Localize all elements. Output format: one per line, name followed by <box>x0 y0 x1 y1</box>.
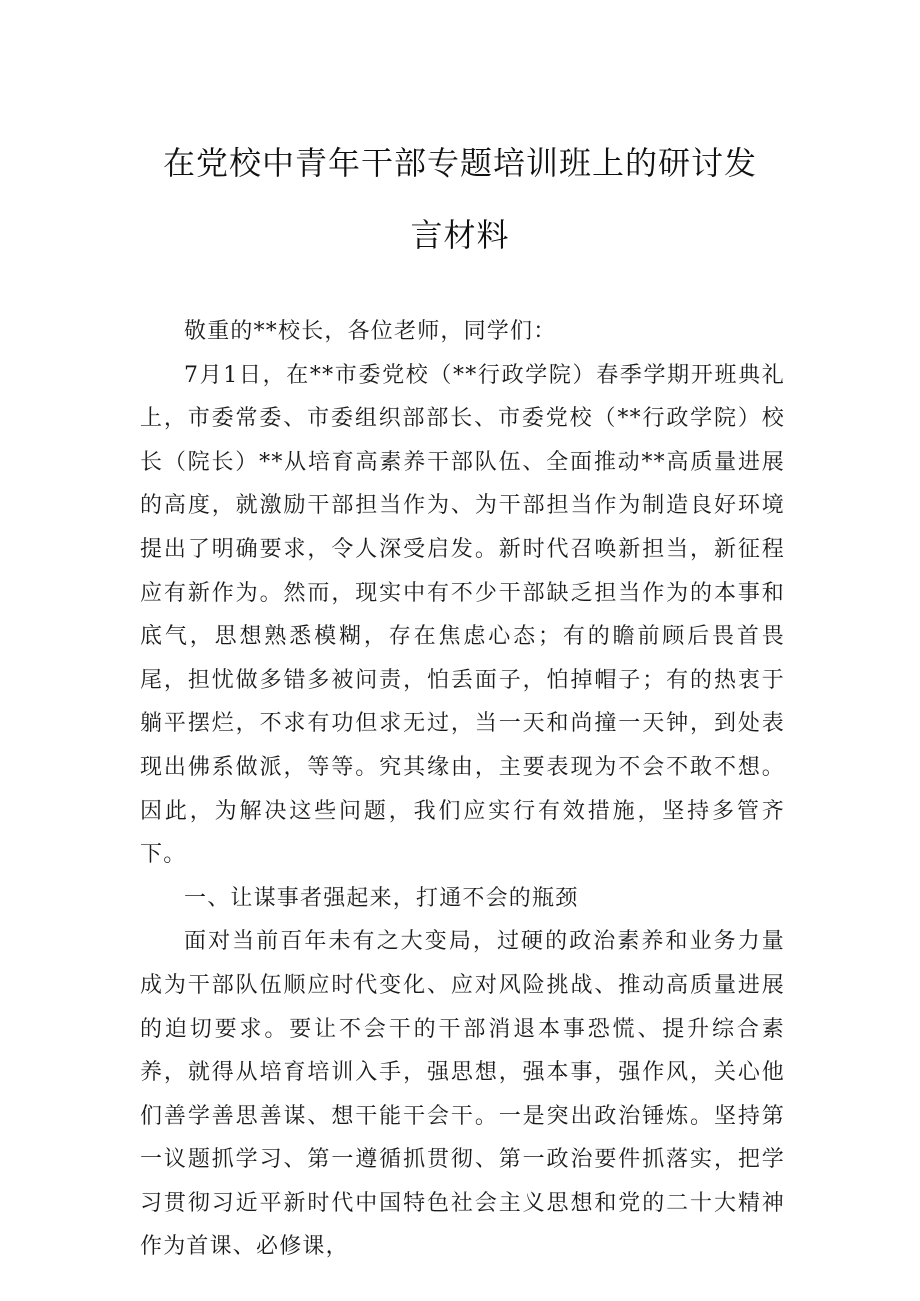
document-title-line-1: 在党校中青年干部专题培训班上的研讨发 <box>162 144 757 182</box>
section-body-paragraph: 面对当前百年未有之大变局，过硬的政治素养和业务力量成为干部队伍顺应时代变化、应对风险挑战、推动高质量进展的迫切要求。要让不会干的干部消退本事恐慌、提升综合素养，就得从培育培训入手，强思想，强本事，强作风，关心他们善学善思善谋、想干能干会干。一是突出政治锤炼。坚持第一议题抓学习、第一遵循抓贯彻、第一政治要件抓落实，把学习贯彻习近平新时代中国特色社会主义思想和党的二十大精神作为首课、必修课， <box>140 929 785 1260</box>
section-heading: 一、让谋事者强起来，打通不会的瓶颈 <box>184 885 579 911</box>
document-body <box>140 310 785 1269</box>
salutation-paragraph: 敬重的**校长，各位老师，同学们： <box>184 319 557 344</box>
intro-paragraph: 7月1日，在**市委党校（**行政学院）春季学期开班典礼上，市委常委、市委组织部部长、市委党校（**行政学院）校长（院长）**从培育高素养干部队伍、全面推动**高质量进展的高度，就激励干部担当作为、为干部担当作为制造良好环境提出了明确要求，令人深受启发。新时代召唤新担当，新征程应有新作为。然而，现实中有不少干部缺乏担当作为的本事和底气，思想熟悉模糊，存在焦虑心态；有的瞻前顾后畏首畏尾，担忧做多错多被问责，怕丢面子，怕掉帽子；有的热衷于躺平摆烂，不求有功但求无过，当一天和尚撞一天钟，到处表现出佛系做派，等等。究其缘由，主要表现为不会不敢不想。因此，为解决这些问题，我们应实行有效措施，坚持多管齐下。 <box>140 362 785 868</box>
document-title-line-2: 言材料 <box>410 216 510 254</box>
